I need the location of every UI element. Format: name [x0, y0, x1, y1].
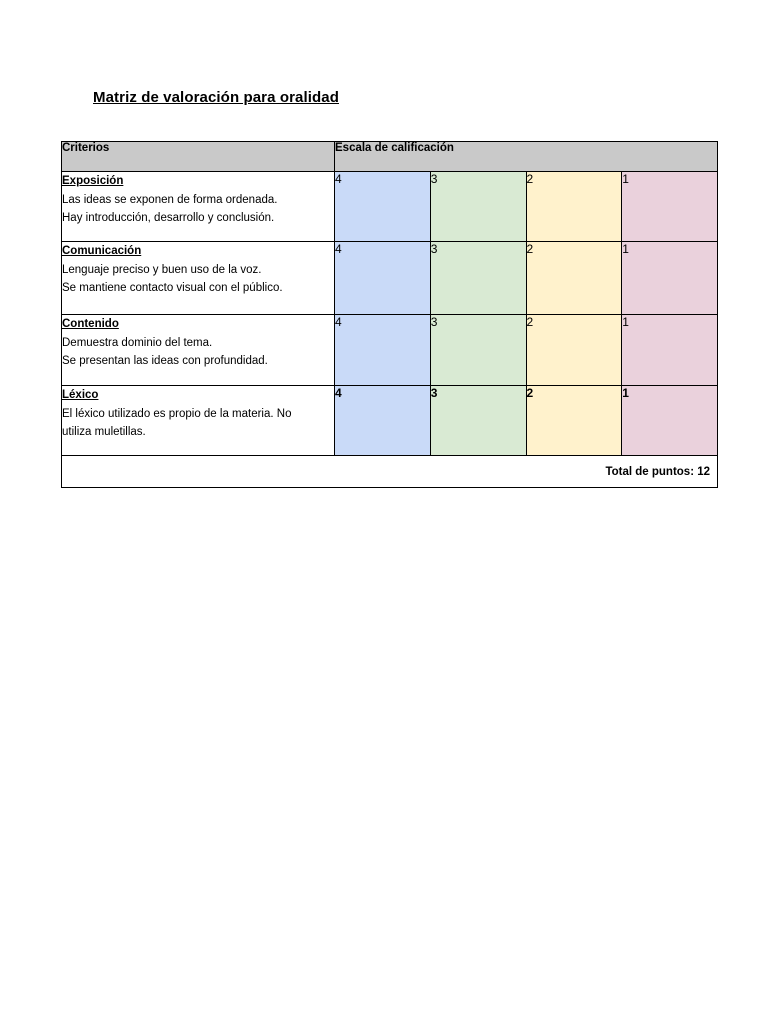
table-row — [62, 386, 718, 456]
table-header-row — [62, 142, 718, 172]
total-points: Total de puntos: 12 — [62, 456, 718, 488]
criterion-cell — [62, 386, 335, 456]
criteria-header: Criterios — [62, 142, 335, 172]
criterion-name: Léxico — [62, 389, 99, 401]
criterion-description: Hay introducción, desarrollo y conclusión. — [62, 212, 275, 224]
criterion-name: Exposición — [62, 175, 124, 187]
rubric-table — [61, 141, 718, 488]
criterion-description: utiliza muletillas. — [62, 426, 146, 438]
score-cell-4: 4 — [335, 242, 431, 315]
score-cell-1: 1 — [622, 315, 718, 386]
score-cell-2: 2 — [526, 386, 622, 456]
score-cell-3: 3 — [430, 386, 526, 456]
score-cell-4: 4 — [335, 172, 431, 242]
score-cell-3: 3 — [430, 242, 526, 315]
criterion-name: Contenido — [62, 318, 119, 330]
score-cell-2: 2 — [526, 172, 622, 242]
score-cell-4: 4 — [335, 386, 431, 456]
table-row — [62, 172, 718, 242]
criterion-description: Demuestra dominio del tema. — [62, 336, 213, 349]
criterion-cell — [62, 242, 335, 315]
criterion-cell — [62, 315, 335, 386]
criterion-name: Comunicación — [62, 245, 142, 257]
criterion-description: Lenguaje preciso y buen uso de la voz. — [62, 263, 262, 276]
score-cell-3: 3 — [430, 315, 526, 386]
criterion-cell — [62, 172, 335, 242]
total-row — [62, 456, 718, 488]
criterion-description: Se presentan las ideas con profundidad. — [62, 355, 268, 367]
score-cell-1: 1 — [622, 172, 718, 242]
score-cell-1: 1 — [622, 386, 718, 456]
table-row — [62, 242, 718, 315]
criterion-description: El léxico utilizado es propio de la materia. No — [62, 407, 292, 420]
score-cell-2: 2 — [526, 242, 622, 315]
score-cell-1: 1 — [622, 242, 718, 315]
scale-header: Escala de calificación — [335, 142, 718, 172]
score-cell-3: 3 — [430, 172, 526, 242]
page-title: Matriz de valoración para oralidad — [93, 89, 339, 106]
score-cell-2: 2 — [526, 315, 622, 386]
criterion-description: Se mantiene contacto visual con el público. — [62, 282, 283, 294]
table-row — [62, 315, 718, 386]
criterion-description: Las ideas se exponen de forma ordenada. — [62, 193, 278, 206]
score-cell-4: 4 — [335, 315, 431, 386]
